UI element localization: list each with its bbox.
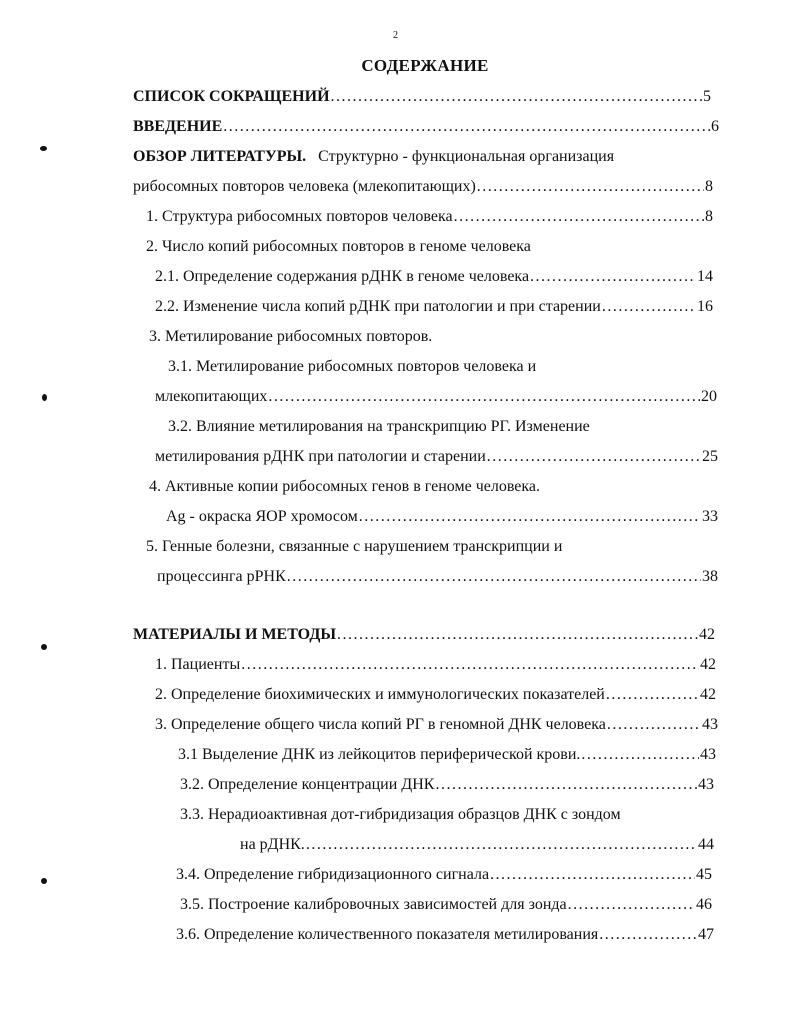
- toc-title: СОДЕРЖАНИЕ: [361, 56, 489, 75]
- toc-label: рибосомных повторов человека (млекопитающих): [133, 178, 476, 195]
- toc-label: млекопитающих: [155, 388, 268, 405]
- toc-leader: [581, 744, 699, 766]
- toc-page: 43: [702, 716, 718, 733]
- scan-speck: [41, 878, 47, 884]
- toc-entry: [155, 714, 718, 736]
- toc-entry: [133, 176, 713, 198]
- toc-entry: 4. Активные копии рибосомных генов в геноме человека.: [149, 478, 541, 495]
- toc-entry-introduction: [133, 116, 719, 138]
- toc-page: 42: [700, 656, 716, 673]
- toc-label: 1. Пациенты: [155, 656, 241, 673]
- toc-entry: [155, 654, 716, 676]
- toc-entry: [178, 744, 716, 766]
- toc-page: 42: [700, 686, 716, 703]
- toc-entry: 3.1. Метилирование рибосомных повторов человека и: [168, 358, 537, 375]
- toc-label: Ag - окраска ЯОР хромосом: [166, 508, 358, 525]
- toc-leader: [599, 924, 697, 946]
- toc-page: 16: [697, 298, 713, 315]
- toc-leader: [477, 176, 704, 198]
- toc-entry: [176, 864, 712, 886]
- toc-label: 2. Определение биохимических и иммунологических показателей: [155, 686, 605, 703]
- toc-leader: [331, 86, 702, 108]
- toc-label: 1. Структура рибосомных повторов человека: [146, 208, 453, 225]
- toc-leader: [359, 506, 701, 528]
- toc-page: 14: [697, 268, 713, 285]
- toc-page: 33: [702, 508, 718, 525]
- toc-label: ВВЕДЕНИЕ: [133, 118, 223, 135]
- toc-leader: [602, 296, 696, 318]
- toc-leader: [568, 894, 695, 916]
- toc-leader: [287, 566, 701, 588]
- toc-leader: [337, 624, 698, 646]
- toc-entry: [176, 924, 714, 946]
- toc-label: 3.6. Определение количественного показателя метилирования: [176, 926, 599, 943]
- toc-leader: [223, 116, 710, 138]
- toc-page: 6: [711, 118, 719, 135]
- toc-label-bold: ОБЗОР ЛИТЕРАТУРЫ.: [133, 148, 307, 165]
- toc-label: МАТЕРИАЛЫ И МЕТОДЫ: [133, 626, 337, 643]
- toc-leader: [487, 446, 701, 468]
- toc-page: 20: [701, 388, 717, 405]
- toc-entry: [146, 206, 713, 228]
- toc-entry: [240, 834, 714, 856]
- toc-page: 47: [698, 926, 714, 943]
- toc-leader: [241, 654, 699, 676]
- toc-label: СПИСОК СОКРАЩЕНИЙ: [133, 88, 330, 105]
- toc-page: 5: [703, 88, 711, 105]
- toc-page: 43: [698, 776, 714, 793]
- toc-entry: [155, 386, 717, 408]
- toc-page: 8: [705, 178, 713, 195]
- toc-entry: 5. Генные болезни, связанные с нарушением транскрипции и: [146, 538, 563, 555]
- toc-entry-abbreviations: [133, 86, 711, 108]
- toc-entry-literature-review: [133, 146, 614, 168]
- toc-entry: [180, 774, 714, 796]
- toc-entry: [155, 296, 713, 318]
- toc-entry: [155, 446, 718, 468]
- toc-leader: [268, 386, 700, 408]
- toc-label: 2.2. Изменение числа копий рДНК при патологии и при старении: [155, 298, 601, 315]
- toc-label: 3.4. Определение гибридизационного сигнала: [176, 866, 490, 883]
- scan-speck: [41, 644, 47, 650]
- toc-entry: 3.3. Нерадиоактивная дот-гибридизация образцов ДНК с зондом: [180, 806, 621, 823]
- toc-label: 2.1. Определение содержания рДНК в геноме человека: [155, 268, 530, 285]
- toc-label: 3.1 Выделение ДНК из лейкоцитов периферической крови.: [178, 746, 581, 763]
- toc-leader: [454, 206, 704, 228]
- scan-speck: [42, 394, 47, 401]
- toc-entry: [157, 566, 718, 588]
- toc-leader: [306, 834, 697, 856]
- toc-leader: [607, 714, 701, 736]
- toc-entry: [166, 506, 718, 528]
- toc-entry: 3. Метилирование рибосомных повторов.: [149, 328, 433, 345]
- scan-speck: [40, 146, 47, 151]
- toc-label: 3.2. Определение концентрации ДНК: [180, 776, 435, 793]
- toc-page: 45: [696, 866, 712, 883]
- toc-entry: [155, 684, 716, 706]
- toc-label: метилирования рДНК при патологии и старении: [155, 448, 486, 465]
- toc-entry: 3.2. Влияние метилирования на транскрипцию РГ. Изменение: [168, 418, 590, 435]
- page-number: 2: [393, 30, 398, 41]
- toc-page: 46: [696, 896, 712, 913]
- toc-leader: [530, 266, 696, 288]
- toc-page: 43: [700, 746, 716, 763]
- toc-page: 8: [705, 208, 713, 225]
- toc-entry: 2. Число копий рибосомных повторов в геноме человека: [146, 238, 531, 255]
- toc-leader: [490, 864, 695, 886]
- toc-label: 3.5. Построение калибровочных зависимостей для зонда: [180, 896, 567, 913]
- toc-page: 25: [702, 448, 718, 465]
- toc-entry-materials-methods: [133, 624, 715, 646]
- toc-label: Структурно - функциональная организация: [318, 148, 615, 165]
- toc-label: 3. Определение общего числа копий РГ в геномной ДНК человека: [155, 716, 606, 733]
- toc-page: 42: [699, 626, 715, 643]
- toc-entry: [155, 266, 713, 288]
- toc-label: процессинга рРНК: [157, 568, 286, 585]
- toc-label: на рДНК.: [240, 836, 305, 853]
- toc-page: 44: [698, 836, 714, 853]
- toc-page: 38: [702, 568, 718, 585]
- toc-entry: [180, 894, 712, 916]
- toc-leader: [606, 684, 699, 706]
- toc-leader: [435, 774, 697, 796]
